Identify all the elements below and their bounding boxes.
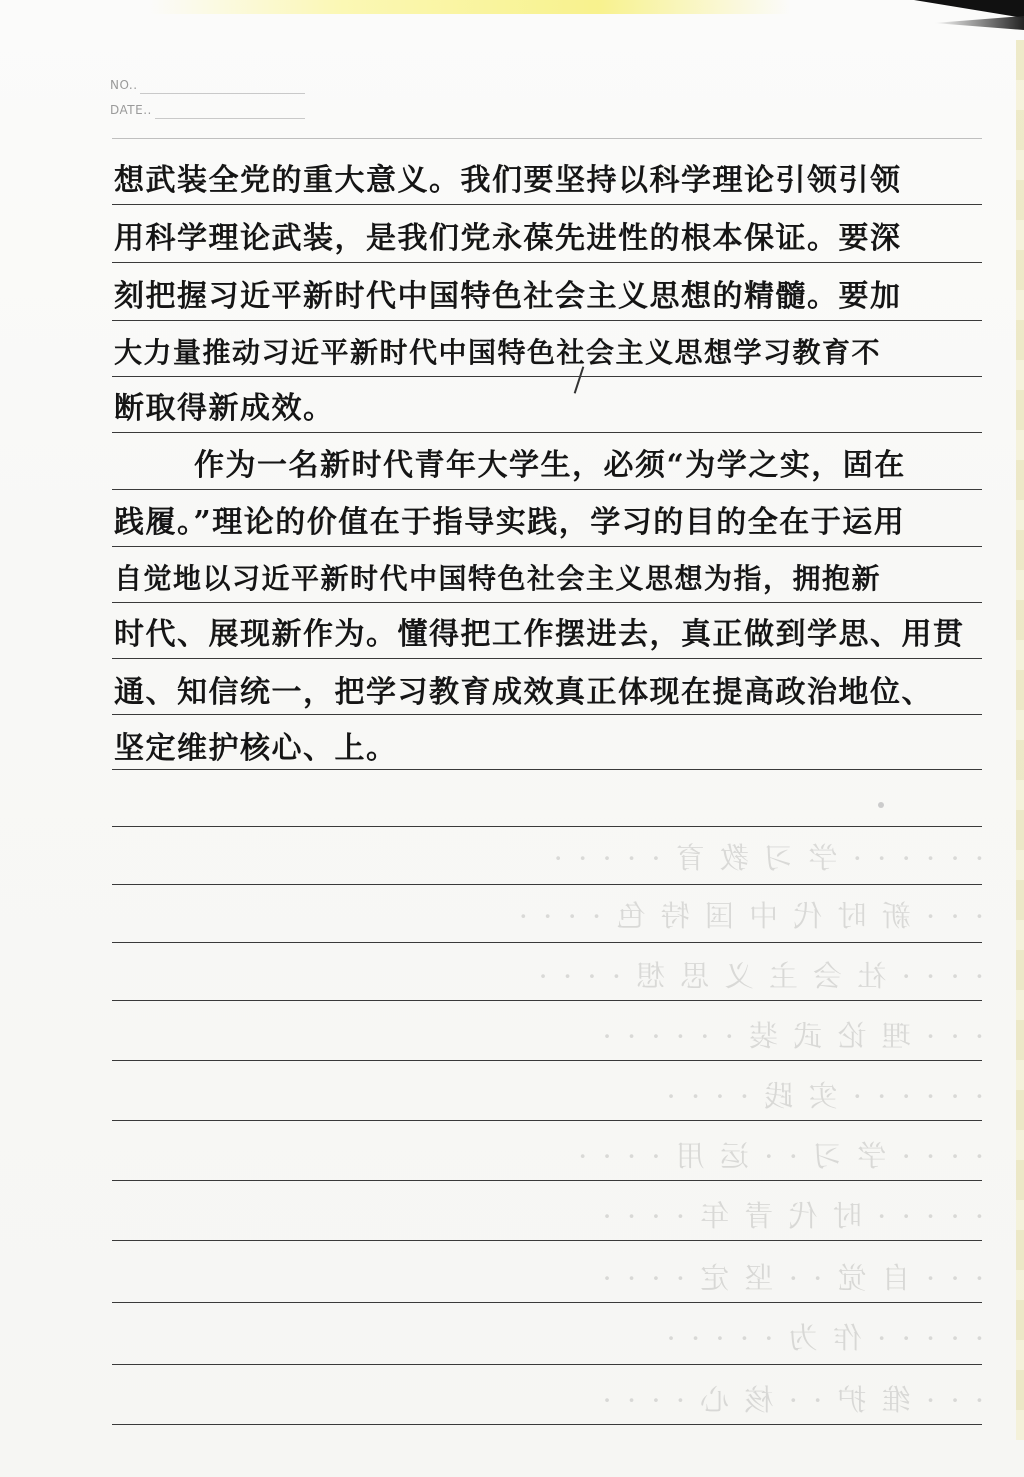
ruled-line — [112, 1240, 982, 1241]
bleed-through: · · · · · 作 为 · · · · · — [663, 1321, 984, 1355]
ruled-line — [112, 1364, 982, 1365]
no-underline — [140, 93, 305, 94]
ruled-line — [112, 138, 982, 139]
date-label: DATE.. — [110, 103, 152, 117]
corner-mark — [934, 16, 1024, 30]
handwriting-line-3: 刻把握习近平新时代中国特色社会主义思想的精髓。要加 — [114, 279, 902, 314]
bleed-through: · · · 自 觉 · · 坚 定 · · · · — [599, 1261, 984, 1295]
ruled-line — [112, 489, 982, 490]
ruled-line — [112, 1180, 982, 1181]
bleed-through: · · · · · · 实 践 · · · · — [663, 1079, 984, 1113]
ruled-line — [112, 769, 982, 770]
bleed-through: · · · 理 论 武 装 · · · · · · — [599, 1019, 984, 1053]
no-label: NO.. — [110, 78, 138, 92]
date-underline — [155, 118, 305, 119]
handwriting-line-11: 坚定维护核心、上。 — [114, 731, 398, 766]
corner-tab — [914, 0, 1024, 18]
handwriting-line-7: 践履。”理论的价值在于指导实践，学习的目的全在于运用 — [114, 505, 906, 540]
bleed-through: · · · 维 护 · · 核 心 · · · · — [599, 1383, 984, 1417]
bleed-through: · · · · 社 会 主 义 思 想 · · · · — [535, 959, 984, 993]
ruled-line — [112, 826, 982, 827]
ruled-line — [112, 204, 982, 205]
ruled-line — [112, 320, 982, 321]
ruled-line — [112, 1060, 982, 1061]
ruled-line — [112, 1000, 982, 1001]
ruled-line — [112, 884, 982, 885]
ruled-line — [112, 1302, 982, 1303]
ruled-line — [112, 1424, 982, 1425]
smudge — [878, 802, 884, 808]
handwriting-line-1: 想武装全党的重大意义。我们要坚持以科学理论引领引领 — [114, 163, 902, 198]
handwriting-line-9: 时代、展现新作为。懂得把工作摆进去，真正做到学思、用贯 — [114, 617, 965, 652]
highlight-band — [150, 0, 790, 14]
ruled-line — [112, 376, 982, 377]
ruled-line — [112, 602, 982, 603]
ruled-line — [112, 546, 982, 547]
bleed-through: · · · · · 时 代 青 年 · · · · — [599, 1199, 984, 1233]
ruled-line — [112, 658, 982, 659]
handwriting-line-4: 大力量推动习近平新时代中国特色社会主义思想学习教育不 — [114, 336, 882, 369]
handwriting-line-8: 自觉地以习近平新时代中国特色社会主义思想为指，拥抱新 — [114, 562, 882, 595]
handwriting-line-5: 断取得新成效。 — [114, 391, 335, 426]
ruled-line — [112, 262, 982, 263]
handwriting-line-6: 作为一名新时代青年大学生，必须“为学之实，固在 — [194, 448, 906, 483]
ruled-line — [112, 714, 982, 715]
bleed-through: · · · 新 时 代 中 国 特 色 · · · · — [515, 899, 984, 933]
bleed-through: · · · · · · 学 习 教 育 · · · · · — [550, 841, 984, 875]
page-edge — [1016, 40, 1024, 1440]
handwriting-line-2: 用科学理论武装，是我们党永葆先进性的根本保证。要深 — [114, 221, 902, 256]
ruled-line — [112, 942, 982, 943]
bleed-through: · · · · 学 习 · · 运 用 · · · · — [574, 1139, 984, 1173]
ruled-line — [112, 432, 982, 433]
ruled-line — [112, 1120, 982, 1121]
handwriting-line-10: 通、知信统一，把学习教育成效真正体现在提高政治地位、 — [114, 675, 933, 710]
